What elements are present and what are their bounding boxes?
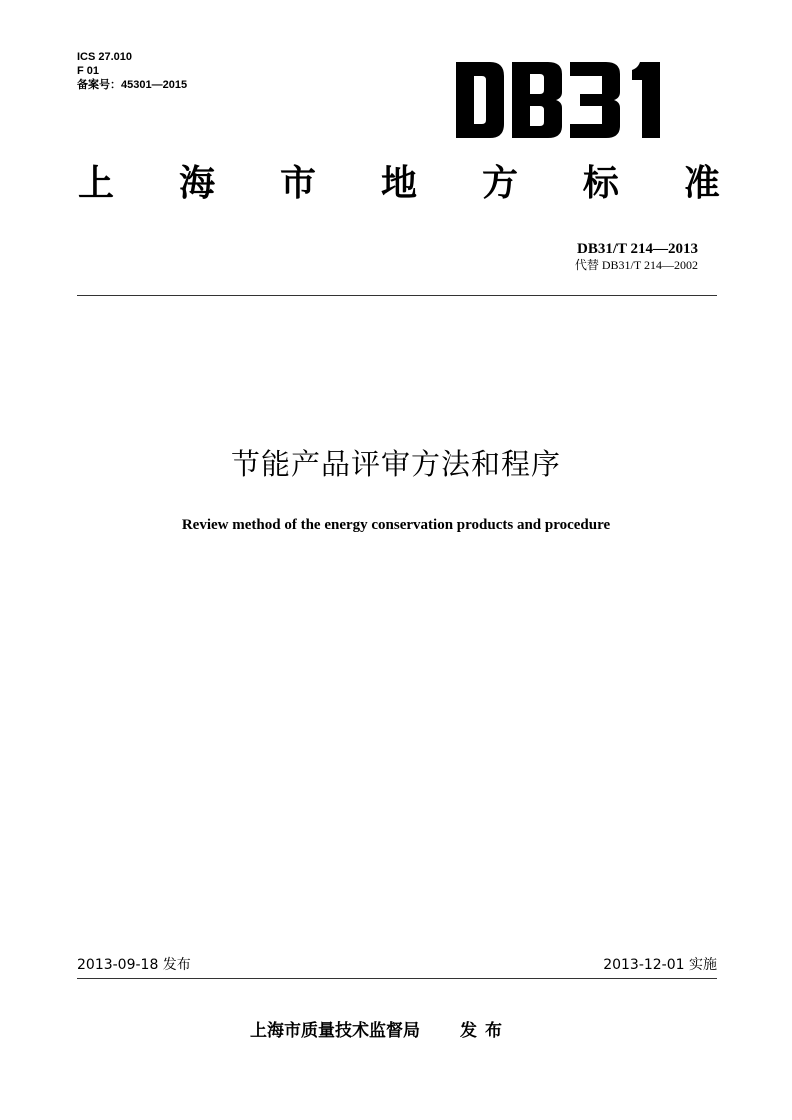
standard-type-char: 市 — [279, 163, 316, 204]
standard-type-char: 准 — [683, 163, 720, 204]
standard-type-title — [78, 162, 720, 206]
standard-type-char: 标 — [582, 163, 619, 204]
replaces-standard: 代替 DB31/T 214—2002 — [574, 258, 698, 272]
logo-letter-b — [512, 62, 562, 138]
db31-logo — [456, 62, 674, 138]
english-title: Review method of the energy conservation products and procedure — [181, 517, 611, 533]
classification-info — [77, 50, 187, 92]
header-divider — [77, 295, 717, 296]
publisher-line — [250, 1020, 510, 1042]
chinese-title: 节能产品评审方法和程序 — [230, 447, 561, 481]
standard-type-char: 地 — [380, 163, 417, 204]
footer-divider — [77, 978, 717, 979]
publisher-name: 上海市质量技术监督局 — [250, 1021, 420, 1041]
publish-date: 2013-09-18 发布 — [77, 957, 191, 973]
logo-letter-d — [456, 62, 504, 138]
standard-code-block — [575, 240, 698, 273]
standard-type-char: 方 — [481, 163, 518, 204]
publisher-action: 发布 — [460, 1021, 510, 1041]
ccs-code: F 01 — [77, 65, 100, 77]
record-number: 备案号：45301—2015 — [77, 79, 188, 91]
standard-type-char: 上 — [78, 163, 115, 204]
logo-digit-1 — [632, 62, 660, 138]
standard-type-char: 海 — [178, 163, 215, 204]
ics-code: ICS 27.010 — [77, 51, 133, 63]
standard-number: DB31/T 214—2013 — [577, 241, 698, 257]
effective-date: 2013-12-01 实施 — [603, 957, 717, 973]
logo-digit-3 — [570, 62, 620, 138]
